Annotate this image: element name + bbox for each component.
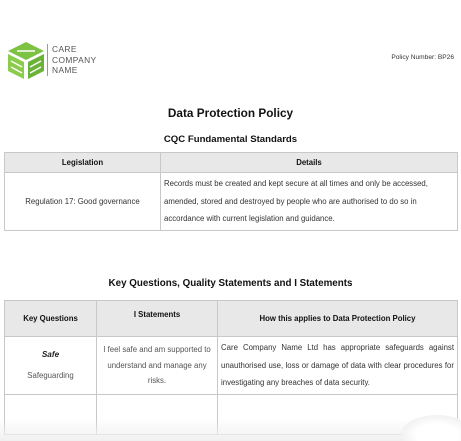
policy-number: Policy Number: BP26: [391, 54, 454, 61]
company-name-logo-text: [52, 44, 97, 76]
column-header-i-statements: I Statements: [97, 301, 218, 337]
column-header-legislation: Legislation: [5, 153, 161, 173]
quality-statement-label: Safeguarding: [27, 371, 74, 381]
table-header-row: [5, 153, 458, 173]
logo-divider: [47, 44, 48, 76]
company-logo-icon: [7, 41, 45, 81]
application-cell: Care Company Name Ltd has appropriate safeguards against unauthorised use, loss or damage of data with clear procedures for investigating any breaches of data security.: [218, 337, 458, 395]
logo-line: NAME: [52, 65, 78, 76]
section-subtitle: CQC Fundamental Standards: [163, 134, 298, 145]
table-row: [5, 173, 458, 231]
logo-line: CARE: [52, 44, 77, 54]
logo-line: COMPANY: [52, 54, 97, 65]
key-questions-table: [4, 300, 458, 435]
column-header-application: How this applies to Data Protection Policy: [218, 301, 458, 337]
legislation-cell: Regulation 17: Good governance: [5, 173, 161, 231]
table-row: [5, 337, 458, 395]
key-questions-title: Key Questions, Quality Statements and I Statements: [108, 278, 353, 289]
column-header-key-questions: Key Questions: [5, 301, 97, 337]
table-header-row: [5, 301, 458, 337]
page-bottom-fade: [0, 419, 461, 441]
details-cell: Records must be created and kept secure at all times and only be accessed, amended, stored and destroyed by people who are authorised to do so in accordance with current legislation and guidance.: [161, 173, 458, 231]
key-question-cell: [5, 337, 97, 395]
column-header-details: Details: [161, 153, 458, 173]
document-title: Data Protection Policy: [167, 106, 294, 120]
i-statement-cell: I feel safe and am supported to understand and manage any risks.: [97, 337, 218, 395]
key-question-label: Safe: [41, 350, 60, 360]
standards-table: [4, 152, 458, 231]
